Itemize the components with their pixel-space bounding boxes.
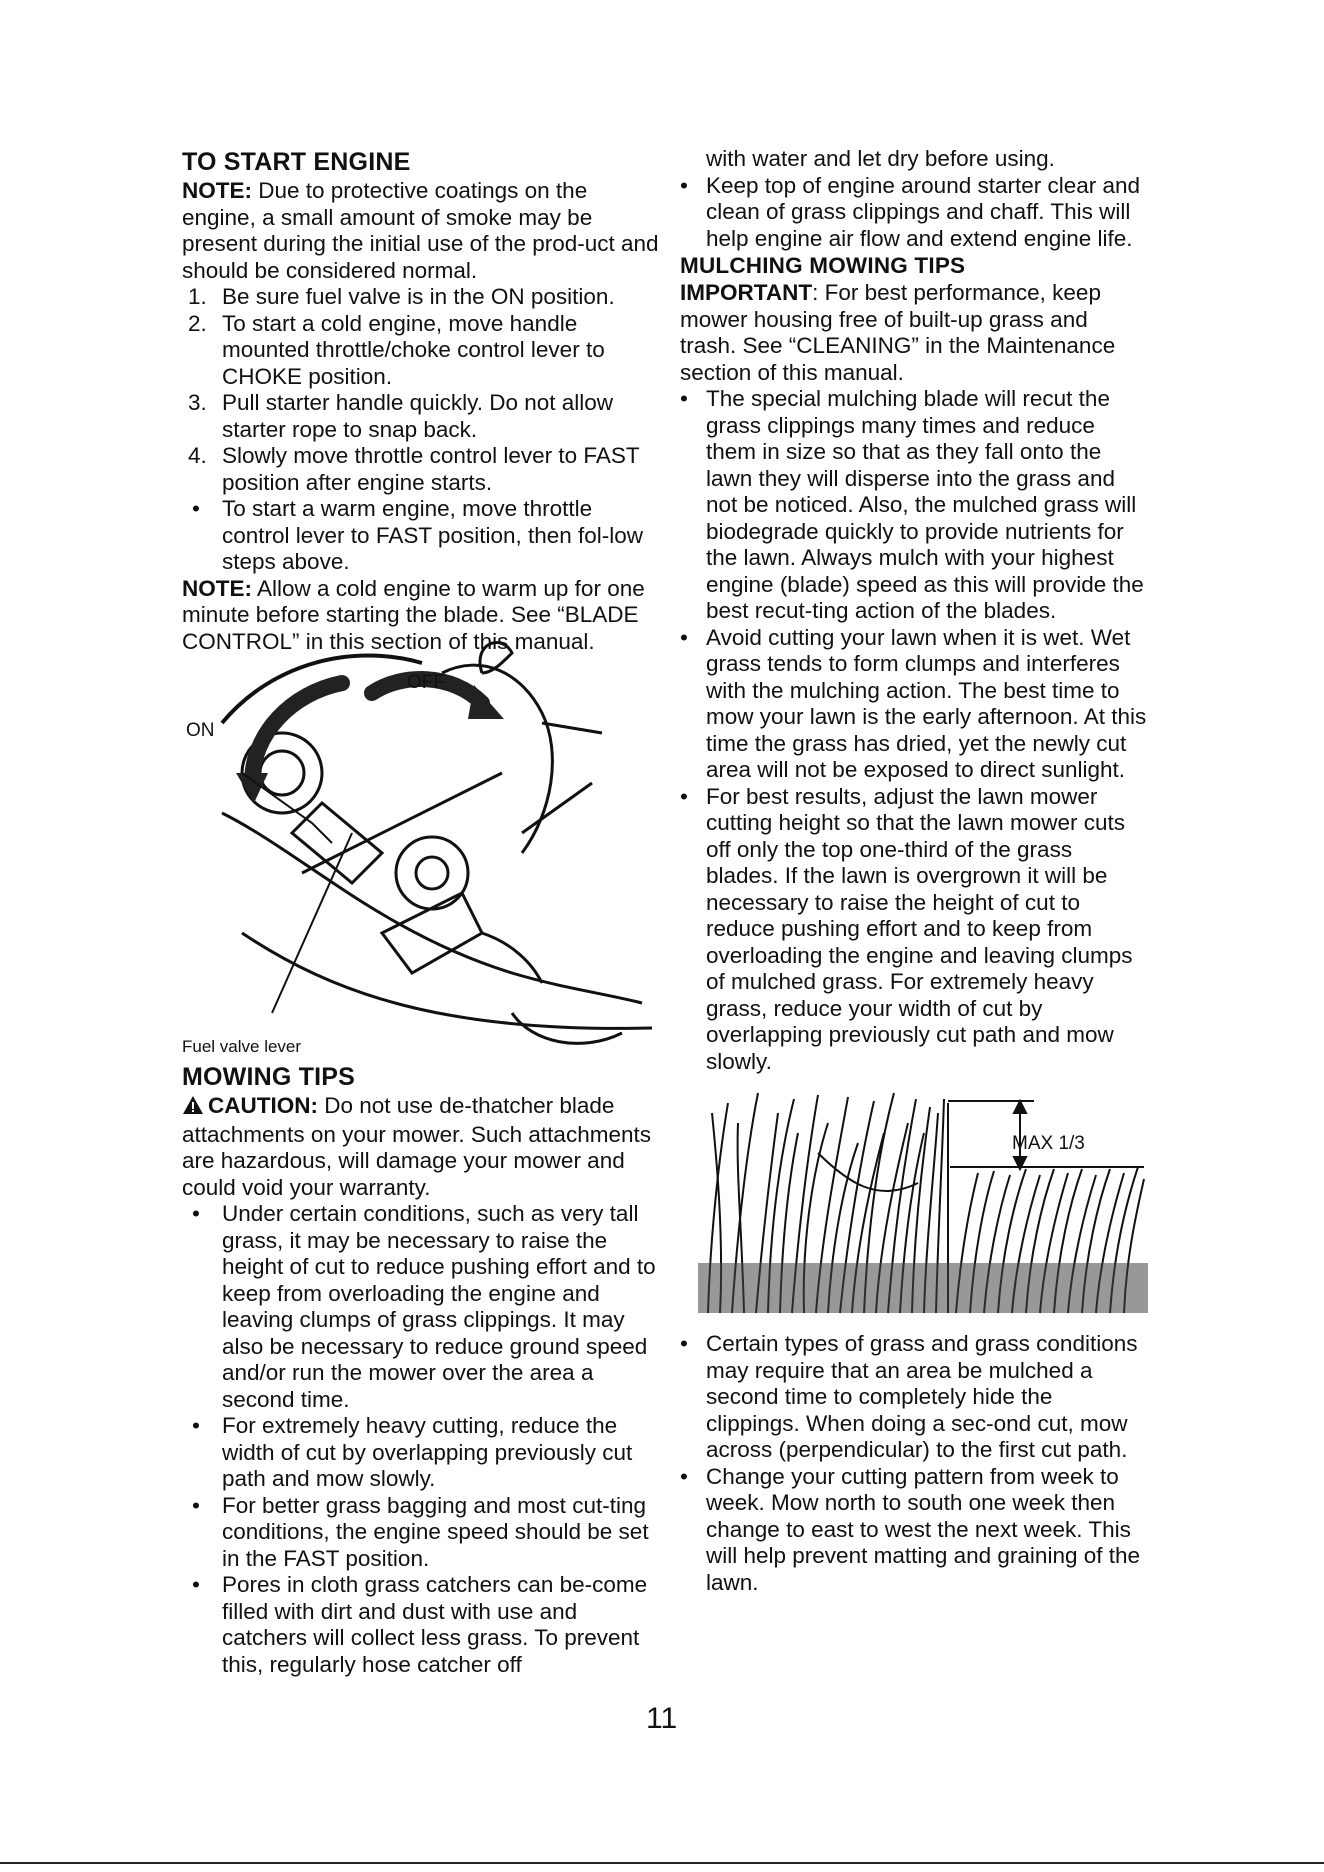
note-text: Due to protective coatings on the engine, a small amount of smoke may be present during the initial use of the prod-uct and should be considered normal.	[182, 178, 659, 283]
bullet-dot: •	[680, 624, 688, 650]
page-number: 11	[646, 1702, 678, 1735]
top-bullet	[680, 173, 1148, 253]
step-text: Slowly move throttle control lever to FAST position after engine starts.	[222, 443, 640, 495]
step-number: 1.	[188, 284, 207, 309]
bullet-dot: •	[680, 1331, 688, 1356]
bullet-dot: •	[192, 1413, 200, 1438]
step-number: 2.	[188, 310, 207, 336]
important-label: IMPORTANT	[680, 280, 813, 305]
bullet-text: For extremely heavy cutting, reduce the width of cut by overlapping previously cut path and mow slowly.	[222, 1413, 633, 1491]
note-label: NOTE:	[182, 575, 252, 601]
bullet-text: For better grass bagging and most cut-ting conditions, the engine speed should be set in the FAST position.	[222, 1492, 649, 1571]
left-column	[182, 146, 660, 1678]
caution-paragraph	[182, 1093, 660, 1201]
bullet-dot: •	[680, 1463, 688, 1489]
caution-text: Do not use de-thatcher blade attachments on your mower. Such attachments are hazardous, will damage your mower and could void your warranty.	[182, 1093, 651, 1200]
note-label: NOTE:	[182, 178, 252, 203]
fuel-valve-illustration	[182, 633, 660, 1063]
mowing-bullet	[182, 1493, 660, 1573]
mulching-bullet	[680, 386, 1148, 625]
off-label: OFF	[407, 672, 445, 693]
bullet-dot: •	[192, 1201, 200, 1226]
step-text: Pull starter handle quickly. Do not allow starter rope to snap back.	[222, 390, 614, 442]
note-paragraph	[182, 178, 660, 284]
fuel-valve-figure	[182, 633, 660, 1063]
bottom-bullet	[680, 1331, 1148, 1464]
note-text: Allow a cold engine to warm up for one minute before starting the blade. See “BLADE CONTROL” in this section of this manual.	[182, 575, 645, 654]
step-number: 3.	[188, 390, 207, 415]
grass-height-figure	[680, 1083, 1148, 1323]
bottom-rule	[0, 1862, 1324, 1864]
warning-triangle-icon	[182, 1095, 204, 1122]
bullet-dot: •	[192, 1572, 200, 1597]
on-label: ON	[186, 720, 215, 741]
step-number: 4.	[188, 443, 207, 468]
fuel-valve-label: Fuel valve lever	[182, 1037, 302, 1056]
mowing-bullet	[182, 1201, 660, 1413]
mowing-bullet	[182, 1572, 660, 1678]
right-column	[680, 146, 1148, 1596]
bullet-text: To start a warm engine, move throttle control lever to FAST position, then fol-low steps above.	[222, 496, 644, 574]
step-text: Be sure fuel valve is in the ON position.	[222, 284, 615, 309]
bullet-text: Certain types of grass and grass conditions may require that an area be mulched a second time to completely hide the clippings. When doing a sec-ond cut, mow across (perpendicular) to the first cut path.	[706, 1331, 1138, 1462]
max-third-label: MAX 1/3	[1012, 1133, 1085, 1154]
bullet-dot: •	[680, 172, 688, 198]
caution-label: CAUTION:	[208, 1093, 318, 1118]
bullet-text: For best results, adjust the lawn mower cutting height so that the lawn mower cuts off only the top one-third of the grass blades. If the lawn is overgrown it will be necessary to raise the height of cut to reduce pushing effort and to keep from overloading the engine and leaving clumps of mulched grass. For extremely heavy grass, reduce your width of cut by overlapping previously cut path and mow slowly.	[706, 783, 1133, 1074]
bullet-text: The special mulching blade will recut the grass clippings many times and reduce them in size so that as they fall onto the lawn they will disperse into the grass and not be noticed. Also, the mulched grass will biodegrade quickly to provide nutrients for the lawn. Always mulch with your highest engine (blade) speed as this will provide the best recut-ting action of the blades.	[706, 386, 1144, 623]
bullet-dot: •	[192, 1492, 200, 1518]
bullet-text: Change your cutting pattern from week to week. Mow north to south one week then change to east to west the next week. This will help prevent matting and graining of the lawn.	[706, 1463, 1141, 1595]
step-item	[182, 443, 660, 496]
bullet-text: Under certain conditions, such as very tall grass, it may be necessary to raise the height of cut to reduce pushing effort and to keep from overloading the engine and leaving clumps of grass clippings. It may also be necessary to reduce ground speed and/or run the mower over the area a second time.	[222, 1201, 656, 1412]
bullet-text: Pores in cloth grass catchers can be-come filled with dirt and dust with use and catchers will collect less grass. To prevent this, regularly hose catcher off	[222, 1572, 648, 1677]
important-text: : For best performance, keep mower housing free of built-up grass and trash. See “CLEANING” in the Maintenance section of this manual.	[680, 280, 1116, 385]
start-engine-title: TO START ENGINE	[182, 148, 411, 176]
step-item	[182, 390, 660, 443]
bullet-dot: •	[192, 496, 200, 521]
important-paragraph	[680, 280, 1148, 386]
bullet-text: Keep top of engine around starter clear and clean of grass clippings and chaff. This will help engine air flow and extend engine life.	[706, 172, 1141, 251]
bullet-dot: •	[680, 783, 688, 809]
mulching-title: MULCHING MOWING TIPS	[680, 253, 966, 278]
continued-text: with water and let dry before using.	[706, 146, 1055, 171]
mowing-tips-title: MOWING TIPS	[182, 1063, 356, 1091]
step-text: To start a cold engine, move handle mounted throttle/choke control lever to CHOKE position.	[222, 310, 605, 389]
mowing-bullet	[182, 1413, 660, 1493]
mulching-bullet	[680, 784, 1148, 1076]
warm-engine-bullet	[182, 496, 660, 576]
grass-illustration	[698, 1083, 1166, 1323]
step-item	[182, 311, 660, 391]
bullet-text: Avoid cutting your lawn when it is wet. Wet grass tends to form clumps and interferes with the mulching action. The best time to mow your lawn is the early afternoon. At this time the grass has dried, yet the newly cut area will not be exposed to direct sunlight.	[706, 624, 1147, 782]
step-item	[182, 284, 660, 311]
bottom-bullet	[680, 1464, 1148, 1597]
bullet-dot: •	[680, 386, 688, 411]
mulching-bullet	[680, 625, 1148, 784]
